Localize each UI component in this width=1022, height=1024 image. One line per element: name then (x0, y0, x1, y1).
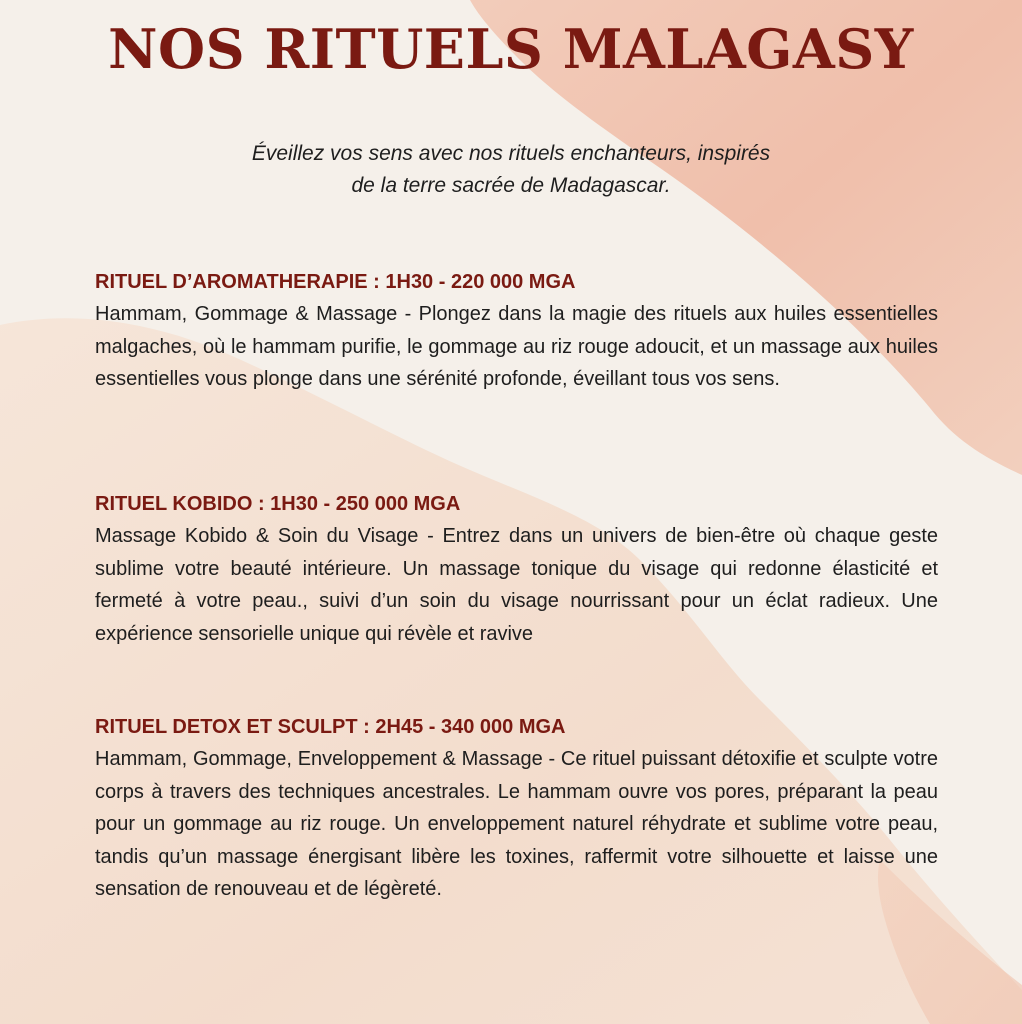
ritual-description: Hammam, Gommage, Enveloppement & Massage - Ce rituel puissant détoxifie et sculpte votre corps à travers des techniques ancestrales. Le hammam ouvre vos pores, préparant la peau pour un gommage au riz rouge. Un enveloppement naturel réhydrate et sublime votre peau, tandis qu’un massage énergisant libère les toxines, raffermit votre silhouette et laisse une sensation de renouveau et de légèreté. (95, 748, 938, 900)
ritual-description: Massage Kobido & Soin du Visage - Entrez dans un univers de bien-être où chaque geste sublime votre beauté intérieure. Un massage tonique du visage qui redonne élasticité et fermeté à votre peau., suivi d’un soin du visage nourrissant pour un éclat radieux. Une expérience sensorielle unique qui révèle et ravive (95, 525, 938, 645)
page-title: NOS RITUELS MALAGASY (108, 17, 914, 81)
ritual-detox-sculpt (95, 712, 938, 906)
tagline-line-1: Éveillez vos sens avec nos rituels enchanteurs, inspirés (251, 142, 771, 165)
ritual-aromatherapie (95, 267, 938, 396)
ritual-heading: RITUEL D’AROMATHERAPIE : 1H30 - 220 000 MGA (95, 271, 576, 293)
ritual-kobido (95, 489, 938, 650)
tagline-line-2: de la terre sacrée de Madagascar. (351, 174, 671, 197)
ritual-heading: RITUEL KOBIDO : 1H30 - 250 000 MGA (95, 493, 461, 515)
tagline (0, 138, 1022, 202)
ritual-heading: RITUEL DETOX ET SCULPT : 2H45 - 340 000 MGA (95, 716, 566, 738)
ritual-description: Hammam, Gommage & Massage - Plongez dans la magie des rituels aux huiles essentielles malgaches, où le hammam purifie, le gommage au riz rouge adoucit, et un massage aux huiles essentielles vous plonge dans une sérénité profonde, éveillant tous vos sens. (95, 303, 938, 390)
